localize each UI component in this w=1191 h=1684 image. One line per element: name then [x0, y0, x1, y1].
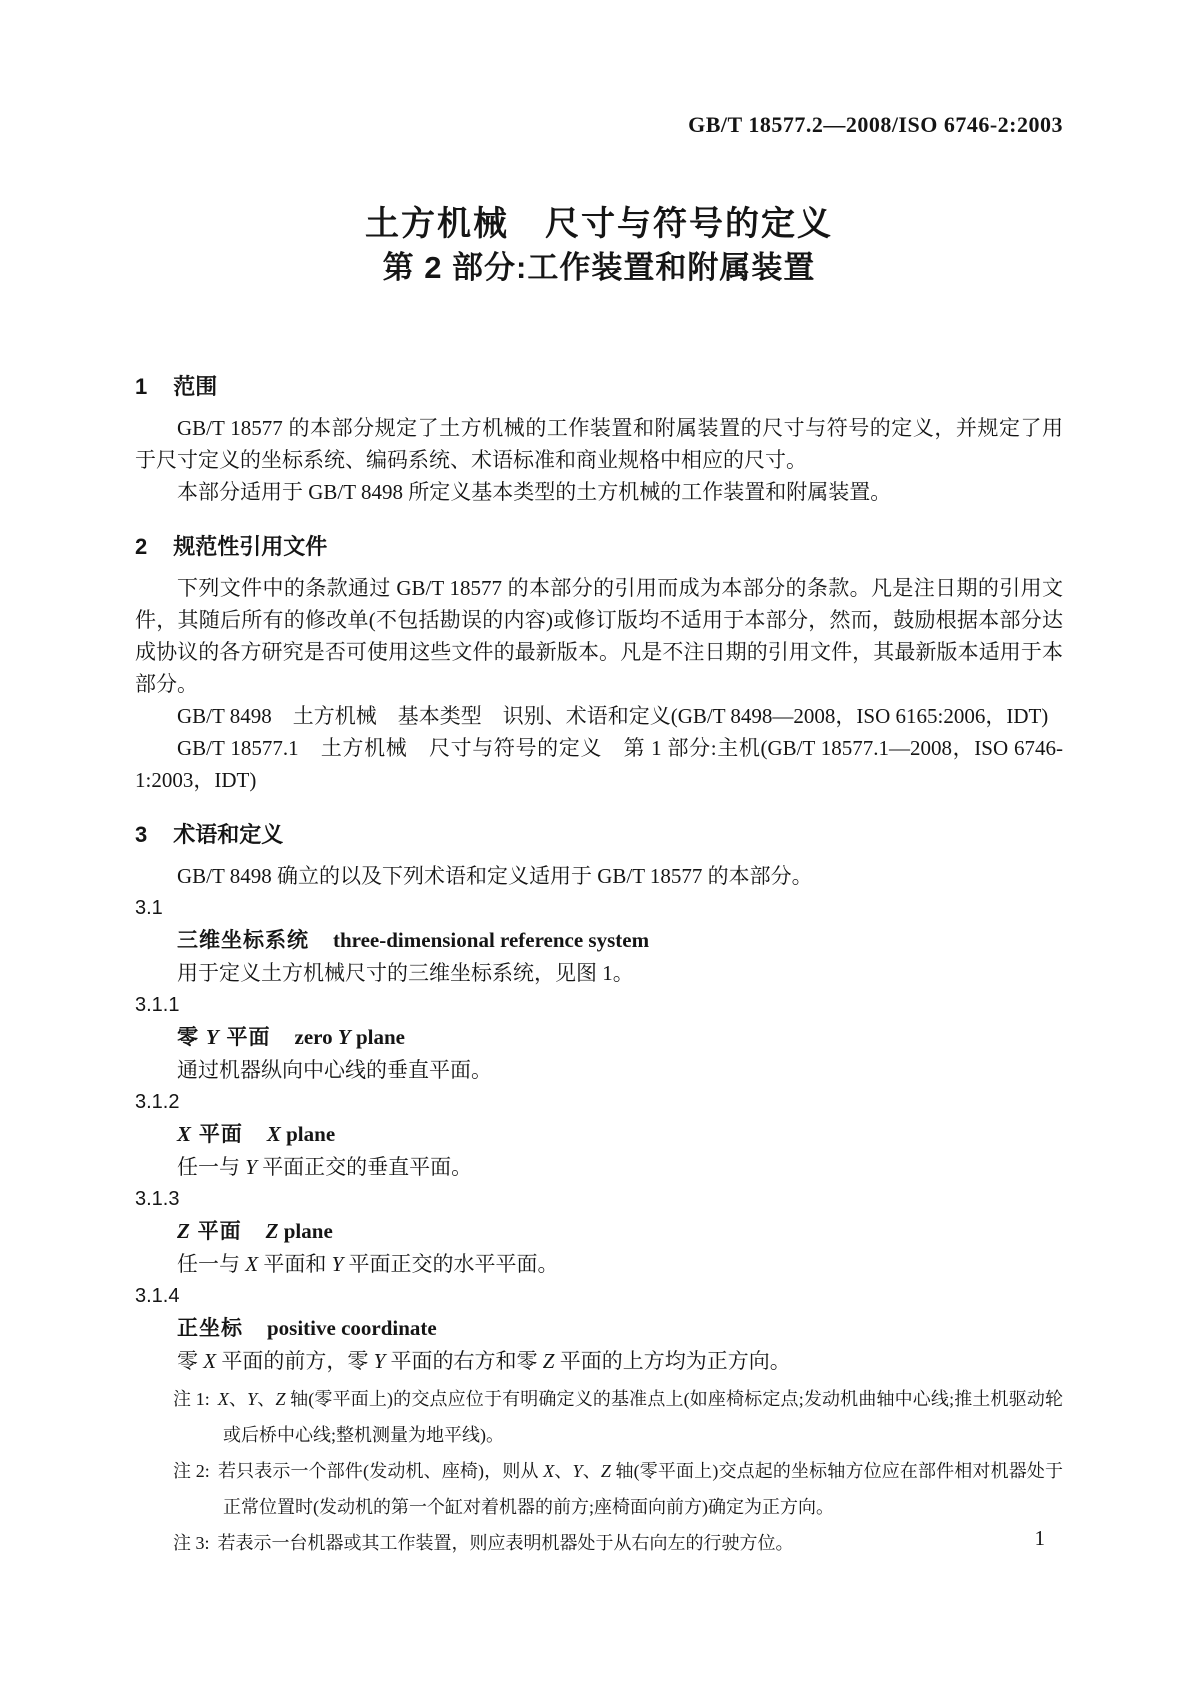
clause	[135, 1183, 1063, 1280]
definition: 任一与 X 平面和 Y 平面正交的水平平面。	[177, 1252, 559, 1276]
variable: Y	[572, 1461, 583, 1481]
variable: Y	[205, 1025, 220, 1049]
section-title: 规范性引用文件	[173, 534, 328, 559]
note-item	[135, 1453, 1063, 1525]
note-text: 若只表示一个部件(发动机、座椅)，则从 X、Y、Z 轴(零平面上)交点起的坐标轴方位应在部件相对机器处于正常位置时(发动机的第一个缸对着机器的前方;座椅面向前方)确定为正方向。	[217, 1461, 1063, 1517]
section	[135, 532, 1063, 796]
term-zh: 正坐标	[177, 1317, 243, 1340]
variable: Y	[247, 1389, 258, 1409]
variable: Z	[542, 1349, 555, 1373]
doc-subtitle: 第 2 部分:工作装置和附属装置	[382, 250, 816, 285]
term-line	[135, 1118, 1063, 1151]
section-title: 术语和定义	[173, 822, 284, 847]
clause-number: 3.1.4	[135, 1285, 180, 1307]
term-zh: 三维坐标系统	[177, 929, 309, 952]
doc-code: GB/T 18577.2—2008/ISO 6746-2:2003	[688, 112, 1063, 137]
variable: X	[543, 1461, 555, 1481]
note-item	[135, 1381, 1063, 1453]
variable: Y	[245, 1155, 257, 1179]
term-en: positive coordinate	[267, 1316, 437, 1340]
clause-number: 3.1.3	[135, 1188, 180, 1210]
reference-item: GB/T 8498 土方机械 基本类型 识别、术语和定义(GB/T 8498—2008，ISO 6165:2006，IDT)	[177, 704, 1049, 728]
notes	[135, 1381, 1063, 1561]
variable: Y	[337, 1025, 351, 1049]
term-line	[135, 1215, 1063, 1248]
clause-number: 3.1.1	[135, 994, 180, 1016]
note-text: X、Y、Z 轴(零平面上)的交点应位于有明确定义的基准点上(如座椅标定点;发动机曲轴中心线;推土机驱动轮或后桥中心线;整机测量为地平线)。	[217, 1389, 1063, 1445]
section-number: 1	[135, 374, 148, 399]
term-zh: 零 Y 平面	[177, 1025, 271, 1049]
variable: Y	[373, 1349, 386, 1373]
term-en: three-dimensional reference system	[333, 928, 650, 952]
variable: Z	[600, 1461, 611, 1481]
page-number: 1	[1034, 1526, 1045, 1550]
definition: 零 X 平面的前方，零 Y 平面的右方和零 Z 平面的上方均为正方向。	[177, 1349, 791, 1373]
variable: Z	[265, 1219, 279, 1243]
section-title: 范围	[173, 374, 218, 399]
section-heading	[135, 820, 1063, 850]
clause	[135, 1280, 1063, 1561]
clause	[135, 989, 1063, 1086]
variable: X	[245, 1252, 259, 1276]
definition: 通过机器纵向中心线的垂直平面。	[177, 1058, 492, 1082]
document-body	[135, 372, 1063, 1561]
variable: X	[266, 1122, 281, 1146]
definition: 任一与 Y 平面正交的垂直平面。	[177, 1155, 473, 1179]
clause	[135, 1086, 1063, 1183]
note-text: 若表示一台机器或其工作装置，则应表明机器处于从右向左的行驶方位。	[217, 1533, 794, 1553]
term-line	[135, 924, 1063, 957]
section	[135, 372, 1063, 508]
doc-title: 土方机械 尺寸与符号的定义	[365, 205, 833, 243]
clause	[135, 892, 1063, 989]
clause-number: 3.1	[135, 897, 163, 919]
paragraph: GB/T 8498 确立的以及下列术语和定义适用于 GB/T 18577 的本部分。	[177, 864, 813, 888]
section-heading	[135, 372, 1063, 402]
section-number: 3	[135, 822, 148, 847]
note-item	[135, 1525, 1063, 1561]
term-en: Z plane	[265, 1219, 333, 1243]
variable: X	[177, 1122, 193, 1146]
variable: Y	[331, 1252, 344, 1276]
section-number: 2	[135, 534, 148, 559]
definition: 用于定义土方机械尺寸的三维坐标系统，见图 1。	[177, 961, 634, 985]
reference-item: GB/T 18577.1 土方机械 尺寸与符号的定义 第 1 部分:主机(GB/T 18577.1—2008，ISO 6746-1:2003，IDT)	[135, 736, 1063, 792]
section	[135, 820, 1063, 1561]
variable: Z	[275, 1389, 286, 1409]
paragraph: 下列文件中的条款通过 GB/T 18577 的本部分的引用而成为本部分的条款。凡是注日期的引用文件，其随后所有的修改单(不包括勘误的内容)或修订版均不适用于本部分，然而，鼓励根据本部分达成协议的各方研究是否可使用这些文件的最新版本。凡是不注日期的引用文件，其最新版本适用于本部分。	[135, 576, 1063, 696]
note-label: 注 3:	[173, 1533, 210, 1553]
paragraph: 本部分适用于 GB/T 8498 所定义基本类型的土方机械的工作装置和附属装置。	[177, 480, 892, 504]
variable: X	[217, 1389, 229, 1409]
term-en: X plane	[266, 1122, 336, 1146]
term-zh: X 平面	[177, 1122, 243, 1146]
clause-number: 3.1.2	[135, 1091, 180, 1113]
note-label: 注 2:	[173, 1461, 210, 1481]
term-line	[135, 1312, 1063, 1345]
paragraph: GB/T 18577 的本部分规定了土方机械的工作装置和附属装置的尺寸与符号的定义，并规定了用于尺寸定义的坐标系统、编码系统、术语标准和商业规格中相应的尺寸。	[135, 416, 1063, 472]
section-heading	[135, 532, 1063, 562]
variable: Z	[177, 1219, 191, 1243]
term-zh: Z 平面	[177, 1219, 242, 1243]
term-en: zero Y plane	[294, 1025, 405, 1049]
term-line	[135, 1021, 1063, 1054]
note-label: 注 1:	[173, 1389, 210, 1409]
variable: X	[203, 1349, 217, 1373]
